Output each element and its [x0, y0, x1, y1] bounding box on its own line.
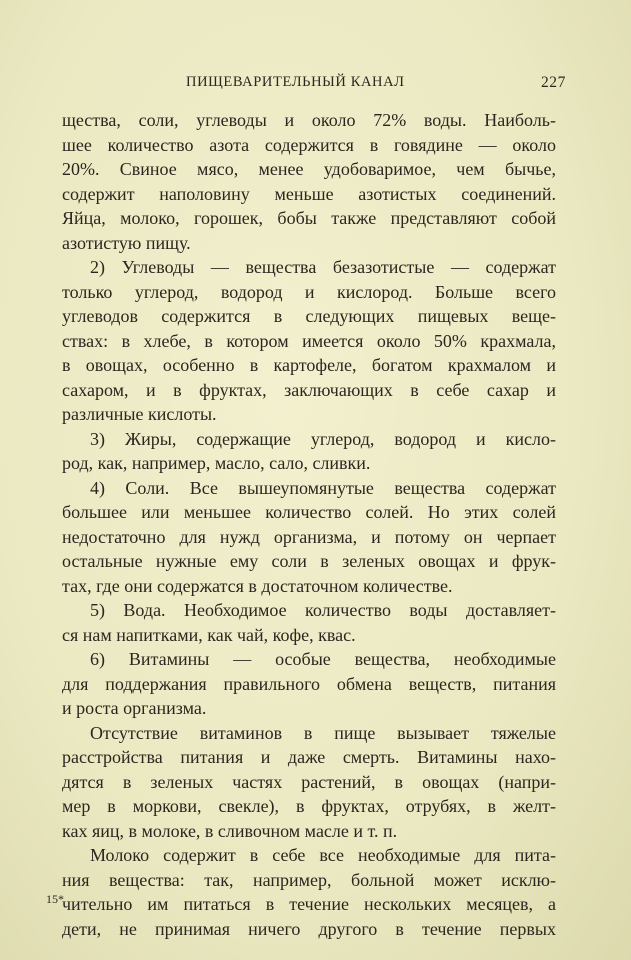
- text-line: шее количество азота содержится в говядине — около: [62, 134, 556, 155]
- text-line: содержит наполовину меньше азотистых соединений.: [62, 183, 556, 204]
- body-text: [62, 108, 556, 941]
- text-line: щества, соли, углеводы и около 72% воды. Наиболь-: [62, 110, 556, 130]
- text-line: ствах: в хлебе, в котором имеется около 50% крахмала,: [62, 330, 556, 351]
- text-line: 3) Жиры, содержащие углерод, водород и кисло-: [90, 428, 556, 449]
- text-line: ках яиц, в молоке, в сливочном масле и т. п.: [62, 820, 398, 841]
- text-line: азотистую пищу.: [62, 232, 191, 253]
- text-line: и роста организма.: [62, 698, 207, 718]
- text-line: недостаточно для нужд организма, и потому он черпает: [62, 526, 556, 547]
- running-title: ПИЩЕВАРИТЕЛЬНЫЙ КАНАЛ: [186, 74, 405, 90]
- text-line: ния вещества: так, например, больной может исклю-: [62, 869, 556, 890]
- text-line: ся нам напитками, как чай, кофе, квас.: [62, 624, 356, 645]
- text-line: чительно им питаться в течение нескольких месяцев, а: [62, 894, 556, 914]
- text-line: сахаром, и в фруктах, заключающих в себе сахар и: [62, 379, 556, 400]
- text-line: 5) Вода. Необходимое количество воды доставляет-: [90, 600, 556, 620]
- text-line: дети, не принимая ничего другого в течение первых: [62, 918, 556, 939]
- text-line: Молоко содержит в себе все необходимые для пита-: [90, 845, 556, 865]
- text-line: род, как, например, масло, сало, сливки.: [62, 453, 371, 473]
- text-line: дятся в зеленых частях растений, в овощах (напри-: [62, 771, 556, 792]
- text-line: остальные нужные ему соли в зеленых овощах и фрук-: [62, 551, 556, 571]
- text-line: углеводов содержится в следующих пищевых веще-: [62, 306, 556, 326]
- text-line: тах, где они содержатся в достаточном количестве.: [62, 575, 453, 596]
- text-line: большее или меньшее количество солей. Но этих солей: [62, 502, 556, 522]
- text-line: различные кислоты.: [62, 404, 217, 424]
- text-line: расстройства питания и даже смерть. Витамины нахо-: [62, 747, 556, 767]
- text-line: 4) Соли. Все вышеупомянутые вещества содержат: [90, 477, 556, 498]
- running-head: [186, 74, 566, 91]
- text-line: только углерод, водород и кислород. Больше всего: [62, 281, 556, 302]
- page-number: 227: [540, 74, 566, 91]
- text-line: в овощах, особенно в картофеле, богатом крахмалом и: [62, 355, 556, 375]
- text-line: 2) Углеводы — вещества безазотистые — содержат: [90, 257, 556, 277]
- text-line: Яйца, молоко, горошек, бобы также представляют собой: [62, 208, 556, 228]
- text-line: Отсутствие витаминов в пище вызывает тяжелые: [90, 722, 556, 743]
- text-line: 6) Витамины — особые вещества, необходимые: [90, 649, 556, 669]
- text-line: для поддержания правильного обмена веществ, питания: [62, 673, 556, 694]
- text-line: мер в моркови, свекле), в фруктах, отрубях, в желт-: [62, 796, 556, 816]
- signature-mark: 15*: [46, 892, 64, 906]
- text-line: 20%. Свиное мясо, менее удобоваримое, чем бычье,: [62, 159, 556, 179]
